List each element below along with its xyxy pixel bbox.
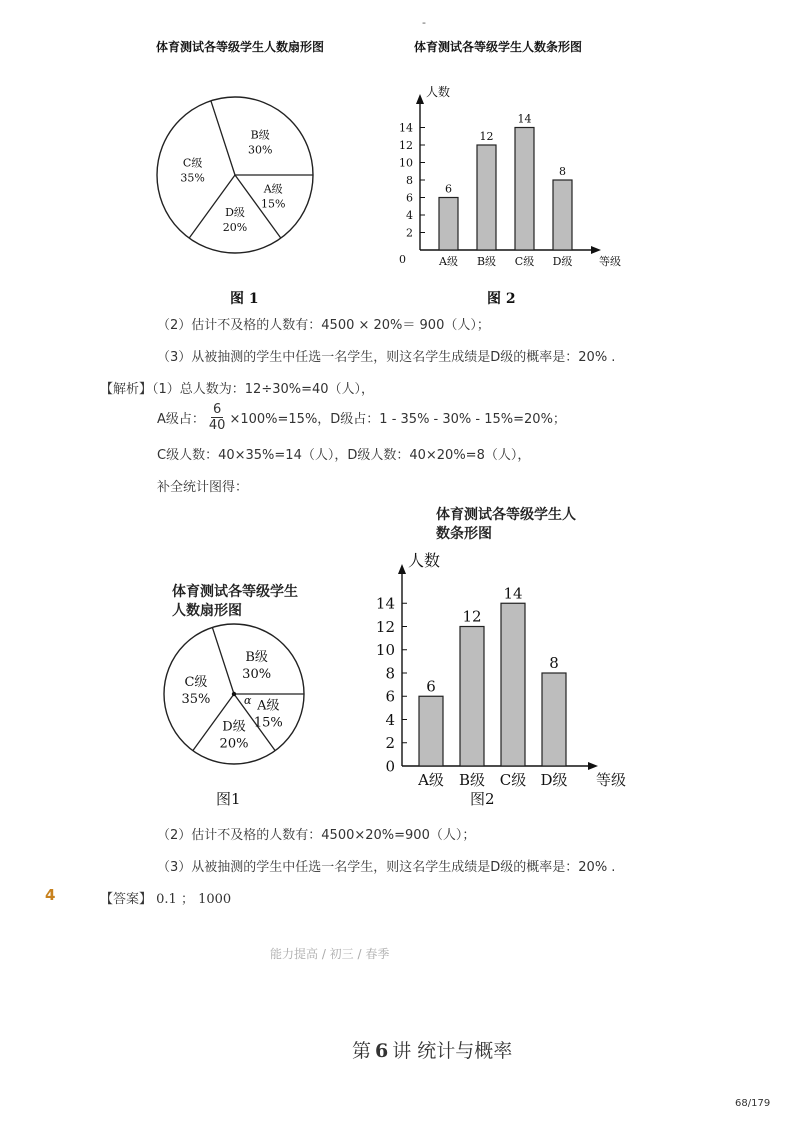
- bar-A级: [419, 696, 443, 766]
- x-axis-arrow: [588, 762, 598, 770]
- bar-chart-1-marks: [399, 84, 621, 268]
- bar-value-C级: 14: [503, 584, 523, 603]
- pie-pct-B级: 30%: [247, 143, 273, 157]
- x-tick-label-C级: C级: [514, 255, 535, 268]
- y-tick-label-2: 2: [406, 226, 413, 240]
- x-tick-label-D级: D级: [540, 771, 568, 789]
- bar-chart-2-title-line2: 数条形图: [436, 526, 492, 542]
- pie-pct-C级: 35%: [181, 691, 211, 707]
- bar-B级: [460, 627, 484, 767]
- bar-value-C级: 14: [517, 112, 532, 126]
- y-tick-label-14: 14: [399, 121, 413, 135]
- bar-value-D级: 8: [549, 654, 559, 672]
- x-tick-label-B级: B级: [458, 771, 486, 789]
- y-tick-label-2: 2: [385, 734, 395, 752]
- pie-center-dot: [232, 692, 236, 696]
- bar-D级: [553, 180, 572, 250]
- probability-line-b: （3）从被抽测的学生中任选一名学生，则这名学生成绩是D级的概率是：20% .: [157, 860, 616, 875]
- x-tick-label-C级: C级: [499, 771, 527, 789]
- analysis-tag: 【解析】: [100, 382, 153, 397]
- x-axis-arrow: [591, 246, 601, 254]
- pie-label-C级: C级: [182, 156, 203, 170]
- estimate-line: （2）估计不及格的人数有：4500 × 20%＝ 900（人）；: [157, 318, 490, 333]
- page-number: 68/179: [735, 1098, 771, 1109]
- pie-label-C级: C级: [184, 674, 208, 690]
- bar-C级: [515, 128, 534, 251]
- alpha-label: α: [244, 694, 252, 707]
- fraction-denominator: 40: [208, 418, 226, 433]
- pie-chart-2-title-line2: 人数扇形图: [172, 603, 242, 619]
- pie-chart-1: [150, 90, 340, 270]
- y-tick-label-4: 4: [385, 710, 395, 729]
- x-axis-label: 等级: [596, 771, 627, 789]
- figure-1-label: 图 1: [230, 291, 259, 307]
- bar-value-B级: 12: [462, 607, 482, 626]
- pie-chart-2: [160, 620, 320, 780]
- pie-label-A级: A级: [263, 182, 283, 196]
- footer-breadcrumb: 能力提高 / 初三 / 春季: [270, 947, 390, 961]
- bar-C级: [501, 603, 525, 766]
- y-axis-label: 人数: [408, 551, 441, 570]
- pie-pct-B级: 30%: [242, 666, 272, 682]
- analysis-line-4: 补全统计图得：: [157, 480, 249, 495]
- pie-label-D级: D级: [225, 205, 245, 219]
- bar-value-A级: 6: [426, 677, 436, 696]
- y-tick-label-12: 12: [375, 617, 395, 636]
- pie-chart-2-title-line1: 体育测试各等级学生: [172, 584, 298, 600]
- bar-chart-2-title: [436, 506, 576, 544]
- pie-label-B级: B级: [245, 649, 268, 665]
- estimate-line-b: （2）估计不及格的人数有：4500×20%=900（人）；: [157, 828, 476, 843]
- analysis-total: （1）总人数为：12÷30%=40（人），: [152, 382, 375, 397]
- pie-pct-A级: 15%: [253, 715, 283, 731]
- x-axis-label: 等级: [599, 255, 621, 268]
- chapter-title-suffix: 讲 统计与概率: [392, 1040, 513, 1062]
- y-tick-label-6: 6: [406, 191, 413, 205]
- answer-line: [100, 888, 231, 907]
- y-tick-label-10: 10: [375, 641, 395, 659]
- y-axis-arrow: [416, 94, 424, 104]
- y-tick-label-4: 4: [406, 208, 413, 222]
- fraction: [207, 402, 228, 433]
- bar-chart-2-title-line1: 体育测试各等级学生人: [436, 507, 576, 523]
- answer-tag: 【答案】: [100, 892, 153, 907]
- bar-B级: [477, 145, 496, 250]
- pie-pct-D级: 20%: [219, 736, 249, 752]
- analysis-line-3: C级人数：40×35%=14（人），D级人数：40×20%=8（人），: [157, 448, 531, 463]
- pie-pct-D级: 20%: [222, 220, 248, 234]
- pie-pct-A级: 15%: [260, 197, 286, 211]
- figure-2-label: 图 2: [487, 291, 516, 307]
- pie-label-D级: D级: [222, 719, 246, 735]
- pie-pct-C级: 35%: [180, 171, 205, 185]
- origin-label: 0: [399, 253, 406, 266]
- bar-chart-1: [385, 76, 625, 276]
- bar-chart-2-marks: [376, 551, 626, 789]
- chapter-title-prefix: 第: [352, 1040, 372, 1062]
- bar-D级: [542, 673, 566, 766]
- pie-chart-1-slices: [157, 97, 313, 253]
- pie-chart-title: 体育测试各等级学生人数扇形图: [156, 40, 325, 54]
- pie-chart-2-title: [172, 583, 298, 621]
- top-mark: -: [422, 16, 426, 29]
- y-tick-label-10: 10: [399, 156, 413, 170]
- x-tick-label-A级: A级: [439, 255, 458, 268]
- probability-line: （3）从被抽测的学生中任选一名学生，则这名学生成绩是D级的概率是：20% .: [157, 350, 616, 365]
- pie-label-A级: A级: [257, 698, 280, 714]
- analysis-line-2: [157, 402, 566, 433]
- a-prefix: A级占：: [157, 412, 205, 427]
- question-number: 4: [45, 886, 56, 904]
- bar-chart-title: 体育测试各等级学生人数条形图: [414, 40, 583, 54]
- pie-label-B级: B级: [250, 128, 270, 142]
- y-axis-label: 人数: [426, 85, 451, 99]
- figure-2b-label: 图2: [470, 790, 495, 808]
- fraction-numerator: 6: [213, 402, 222, 417]
- x-tick-label-B级: B级: [476, 255, 497, 268]
- y-tick-label-6: 6: [385, 687, 395, 706]
- bar-value-D级: 8: [559, 165, 566, 178]
- x-tick-label-A级: A级: [418, 771, 444, 789]
- y-tick-label-8: 8: [406, 173, 413, 187]
- y-tick-label-14: 14: [375, 594, 395, 613]
- pie-chart-2-slices: [164, 624, 304, 764]
- answer-value: 0.1 ； 1000: [156, 892, 232, 907]
- y-tick-label-0: 0: [385, 757, 395, 776]
- analysis-line-1: [100, 378, 374, 397]
- chapter-title: [352, 1036, 512, 1063]
- figure-1b-label: 图1: [216, 790, 241, 808]
- y-tick-label-8: 8: [385, 664, 395, 683]
- chapter-number: 6: [375, 1040, 389, 1062]
- x-tick-label-D级: D级: [552, 255, 573, 268]
- bar-value-A级: 6: [445, 182, 452, 196]
- y-tick-label-12: 12: [399, 138, 413, 152]
- a-suffix: ×100%=15%，D级占：1 - 35% - 30% - 15%=20%；: [229, 412, 566, 427]
- bar-value-B级: 12: [479, 130, 494, 143]
- bar-A级: [439, 198, 458, 251]
- y-axis-arrow: [398, 564, 406, 574]
- bar-chart-2: [360, 540, 640, 790]
